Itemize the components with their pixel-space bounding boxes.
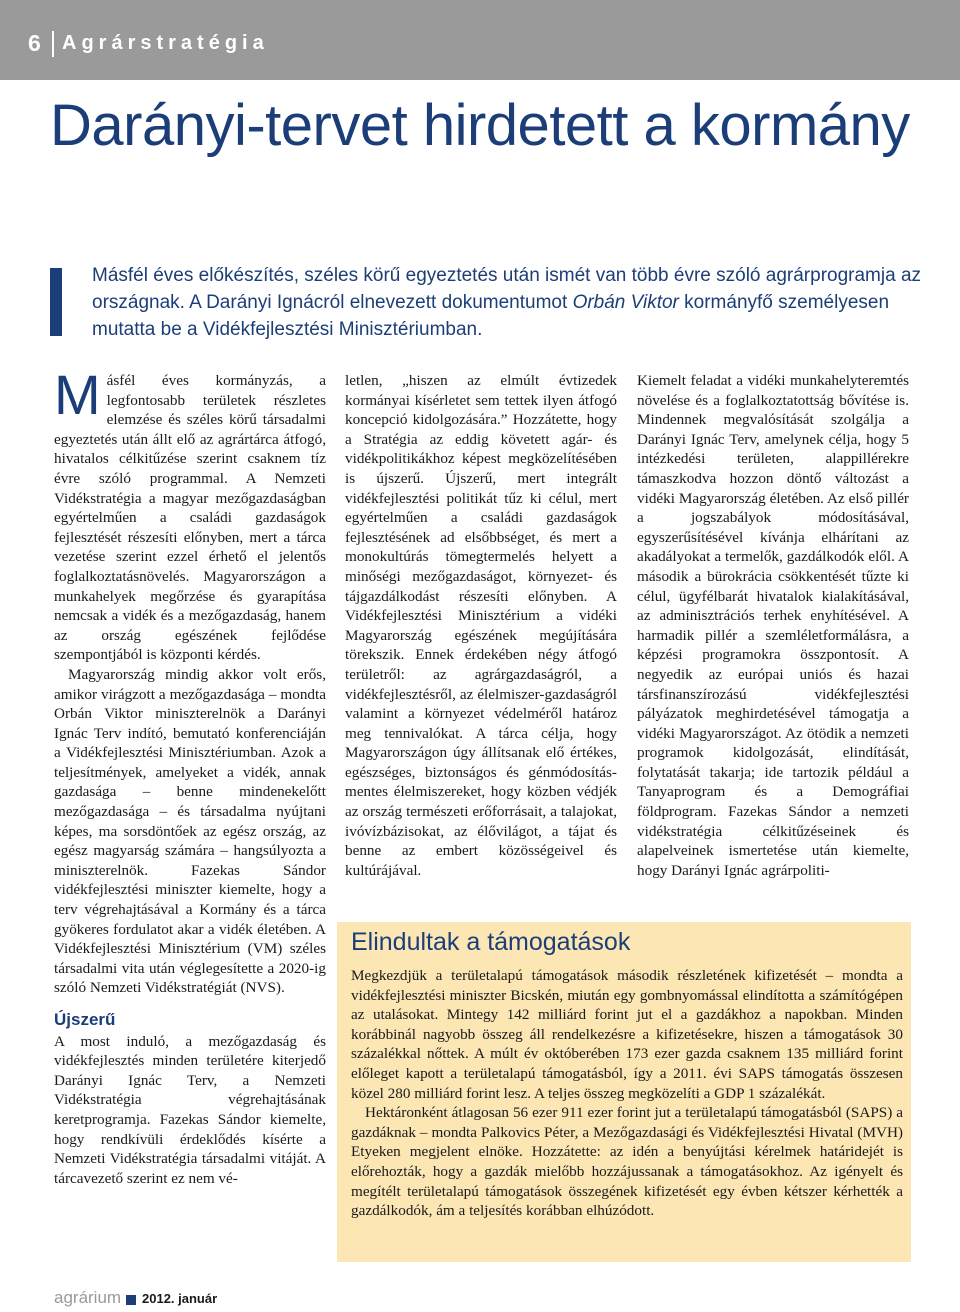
footer-brand: agrárium xyxy=(54,1288,122,1307)
paragraph-3: A most induló, a mezőgazdaság és vidékfejlesztés minden területére kiterjedő Darányi Ignác Terv, a Nemzeti Vidékstratégia végrehajtásának keretprogramja. Fazekas Sándor kiemelte, hogy rendkívüli érdeklődés kísérte a Nemzeti Vidékstratégia társadalmi vitáját. A tárcavezető szerint ez nem vé- xyxy=(54,1032,326,1187)
box-paragraph-2: Hektáronként átlagosan 56 ezer 911 ezer forint jut a területalapú támogatásból (SAPS) a gazdáknak – mondta Palkovics Péter, a Mezőgazdasági és Vidékfejlesztési Hivatal (MVH) Etyeken megjelent elnöke. Hozzátette: az idén a benyújtási kérelmek határidejét is előrehozták, hogy a gazdák mielőbb hozzájussanak a támogatásokhoz. Az igényelt és megítélt területalapú támogatások összegének kifizetését egy évben kétszer kérhették a gazdálkodók, ám a teljesítés korábban elhúzódott. xyxy=(351,1104,903,1220)
article-headline: Darányi-tervet hirdetett a kormány xyxy=(50,93,910,158)
header-divider xyxy=(52,31,54,57)
lead-text-1: Másfél éves előkészítés, széles körű egyeztetés után ismét van több évre szóló agrárprogramja az országnak. A Darányi Ignácról elnevezett dokumentumot xyxy=(92,265,922,313)
lead-accent-bar xyxy=(50,268,62,336)
column-2 xyxy=(345,371,617,880)
box-body xyxy=(351,966,903,1221)
paragraph-1: ásfél éves kormányzás, a legfontosabb területek részletes elemzése és széles körű társadalmi egyeztetés után állt elő az agrártárca átfogó, hivatalos célkitűzése szerint csaknem tíz évre szóló programmal. A Nemzeti Vidékstratégia a magyar mezőgazdaságban egyértelműen a családi gazdaságok fejlesztését részesíti előnyben, mert a tárca vezetése szerint ezzel érhető el jelentős foglalkoztatásnövelés. Magyarországon a munkahelyek megőrzése és gyarapítása nemcsak a vidék és a mezőgazdaság, hanem az ország egészének fejlődése szempontjából is központi kérdés. xyxy=(54,372,326,664)
paragraph-5: Kiemelt feladat a vidéki munkahelyteremtés növelése és a foglalkoztatottság bővítése is. Mindennek megvalósítását szolgálja a Darányi Ignác Terv, amelynek célja, hogy 5 intézkedési területen, alappillérekre támaszkodva hozzon döntő változást a vidéki Magyarország életében. Az első pillér a jogszabályok módosításával, egyszerűsítésével kívánja elhárítani az akadályokat a termelők, gazdálkodók elől. A második a bürokrácia csökkentését tűzte ki célul, ügyfélbarát hivatalok kialakításával, az adminisztrációs terhek enyhítésével. A harmadik pillér a szemléletformálásra, a képzési programokra összpontosít. A negyedik az európai uniós és hazai társfinanszírozású vidékfejlesztési pályázatok meghirdetésével támogatja a vidéki Magyarországot. Az ötödik a nemzeti programok kidolgozását, elindítását, folytatását takarja; ide tartozik például a Tanyaprogram és a Demográfiai földprogram. Fazekas Sándor a nemzeti vidékstratégia célkitűzéseinek és alapelveinek ismertetése után kiemelte, hogy Darányi Ignác agrárpoliti- xyxy=(637,372,909,879)
paragraph-4: letlen, „hiszen az elmúlt évtizedek kormányai kísérletet sem tettek ilyen átfogó koncepció kidolgozására.” Hozzátette, hogy a Stratégia az eddig követett agár- és vidékpolitikákhoz képest megközelítésében is újszerű. Újszerű, mert integrált vidékfejlesztési politikát tűz ki célul, mert egyértelműen a családi gazdaságok fejlesztésének ad elsőbbséget, és mert a monokultúrás tömegtermelés helyett a minőségi mezőgazdaságot, környezet- és tájgazdálkodást részesíti előnyben. A Vidékfejlesztési Minisztérium a vidéki Magyarország egészének megújítására törekszik. Ennek érdekében négy átfogó területről: az agrárgazdaságról, a vidékfejlesztésről, az élelmiszer-gazdaságról valamint a környezet védelméről határoz meg tennivalókat. A tárca célja, hogy Magyarországon úgy állítsanak elő értékes, egészséges, biztonságos és génmódosítás-mentes élelmiszereket, hogy közben védjék az ország természeti erőforrásait, a talajokat, ivóvízbázisokat, az élővilágot, a tájat és benne az embert közösségeivel és kultúrájával. xyxy=(345,372,617,879)
lead-name: Orbán Viktor xyxy=(572,292,679,313)
drop-cap: M xyxy=(54,363,101,426)
column-3 xyxy=(637,371,909,880)
footer-date: 2012. január xyxy=(142,1291,218,1306)
sidebar-box xyxy=(337,922,911,1262)
section-title: Agrárstratégia xyxy=(62,32,269,54)
footer-square-icon xyxy=(126,1295,136,1305)
subheading: Újszerű xyxy=(54,1010,116,1029)
paragraph-2: Magyarország mindig akkor volt erős, amikor virágzott a mezőgazdasága – mondta Orbán Viktor miniszterelnök a Darányi Ignác Terv indító, bemutató konferenciáján a Vidékfejlesztési Minisztériumban. Azok a teljesítmények, amelyeket a vidék, annak gazdasága – benne mindenekelőtt mezőgazdasága – és társadalma nyújtani képes, ma sorsdöntőek az egész ország, az egész magyarság számára – hangsúlyozta a miniszterelnök. Fazekas Sándor vidékfejlesztési miniszter kiemelte, hogy a terv végrehajtásával a Kormány és a tárca gyökeres fordulatot akar a vidék életében. A Vidékfejlesztési Minisztérium (VM) széles társadalmi vita után véglegesítette a 2020-ig szóló Nemzeti Vidékstratégiát (NVS). xyxy=(54,665,326,997)
column-1 xyxy=(54,363,326,1188)
box-title: Elindultak a támogatások xyxy=(351,928,631,956)
page-number: 6 xyxy=(28,30,43,56)
box-paragraph-1: Megkezdjük a területalapú támogatások második részletének kifizetését – mondta a vidékfejlesztési miniszter Bicskén, miután egy gombnyomással elindította a számítógépen az utalásokat. Mintegy 142 milliárd forint jut el a gazdákhoz a napokban. Minden korábbinál nagyobb összeg áll rendelkezésre a kifizetésekre, hiszen a támogatások 30 százalékkal nőttek. A múlt év októberében 173 ezer gazda csaknem 135 milliárd forint előleget kapott a területalapú támogatásból, így a 2011. évi SAPS támogatás összesen közel 280 milliárd forint lesz. A teljes összeg megközelíti a GDP 1 százalékát. xyxy=(351,967,903,1102)
lead-text-2: kormányfő személyesen mutatta be a Vidékfejlesztési Minisztériumban. xyxy=(92,292,890,340)
header-bar xyxy=(0,0,960,80)
article-lead xyxy=(92,262,942,343)
